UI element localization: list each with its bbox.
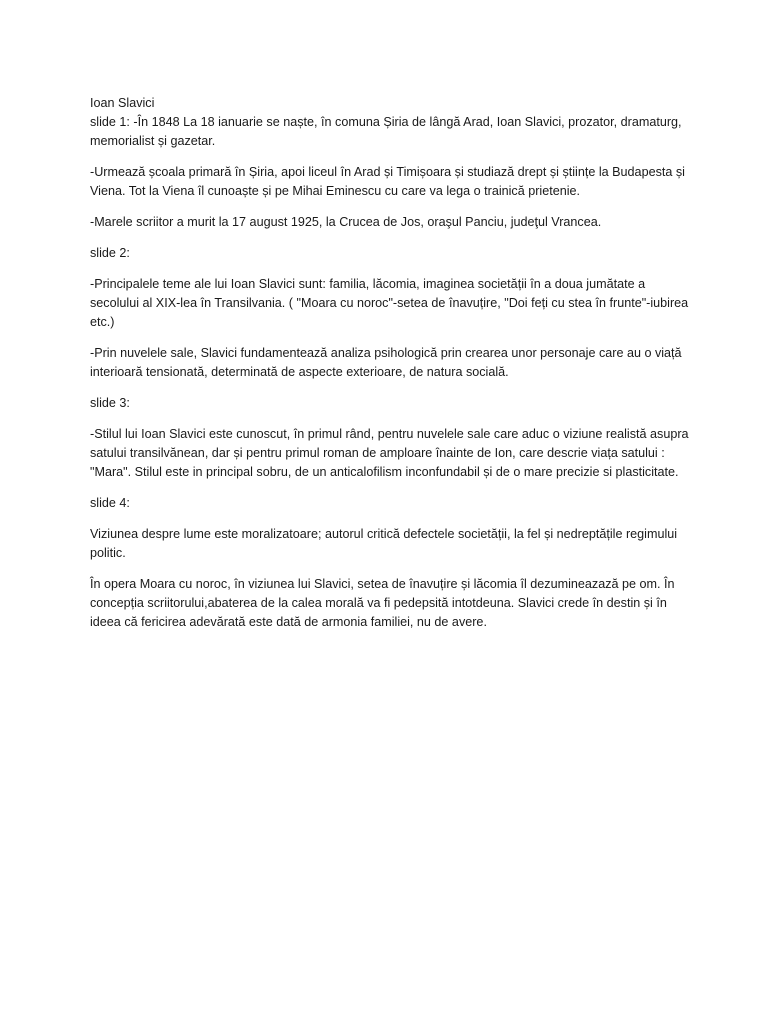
document-title: Ioan Slavici [90,96,155,110]
paragraph-education: -Urmează școala primară în Șiria, apoi liceul în Arad și Timișoara și studiază drept și științe la Budapesta și Viena. Tot la Viena îl cunoaște și pe Mihai Eminescu cu care va lega o trainică prietenie. [90,165,685,198]
document-page [90,94,690,644]
paragraph-psychological-analysis: -Prin nuvelele sale, Slavici fundamentează analiza psihologică prin crearea unor personaje care au o viață interioară tensionată, determinată de aspecte exterioare, de natura socială. [90,346,682,379]
heading-slide-2: slide 2: [90,246,130,260]
paragraph-moara-cu-noroc: În opera Moara cu noroc, în viziunea lui Slavici, setea de înavuțire și lăcomia îl dezumineazază pe om. În concepția scriitorului,abaterea de la calea morală va fi pedepsită intotdeuna. Slavici crede în destin și în ideea că fericirea adevărată este dată de armonia familiei, nu de avere. [90,577,675,629]
paragraph-themes: -Principalele teme ale lui Ioan Slavici sunt: familia, lăcomia, imaginea societății în a doua jumătate a secolului al XIX-lea în Transilvania. ( "Moara cu noroc"-setea de înavuțire, "Doi feți cu stea în frunte"-iubirea etc.) [90,277,689,329]
paragraph-style: -Stilul lui Ioan Slavici este cunoscut, în primul rând, pentru nuvelele sale care aduc o viziune realistă asupra satului transilvănean, dar și pentru primul roman de amploare înainte de Ion, care descrie viața satului : "Mara". Stilul este in principal sobru, de un anticalofilism inconfundabil și de o mare precizie si plasticitate. [90,427,689,479]
paragraph-worldview: Viziunea despre lume este moralizatoare; autorul critică defectele societății, la fel și nedreptățile regimului politic. [90,527,678,560]
paragraph-slide-1-birth: slide 1: -În 1848 La 18 ianuarie se naște, în comuna Șiria de lângă Arad, Ioan Slavici, prozator, dramaturg, memorialist și gazetar. [90,115,682,148]
heading-slide-3: slide 3: [90,396,130,410]
heading-slide-4: slide 4: [90,496,130,510]
paragraph-death: -Marele scriitor a murit la 17 august 1925, la Crucea de Jos, oraşul Panciu, judeţul Vrancea. [90,215,602,229]
